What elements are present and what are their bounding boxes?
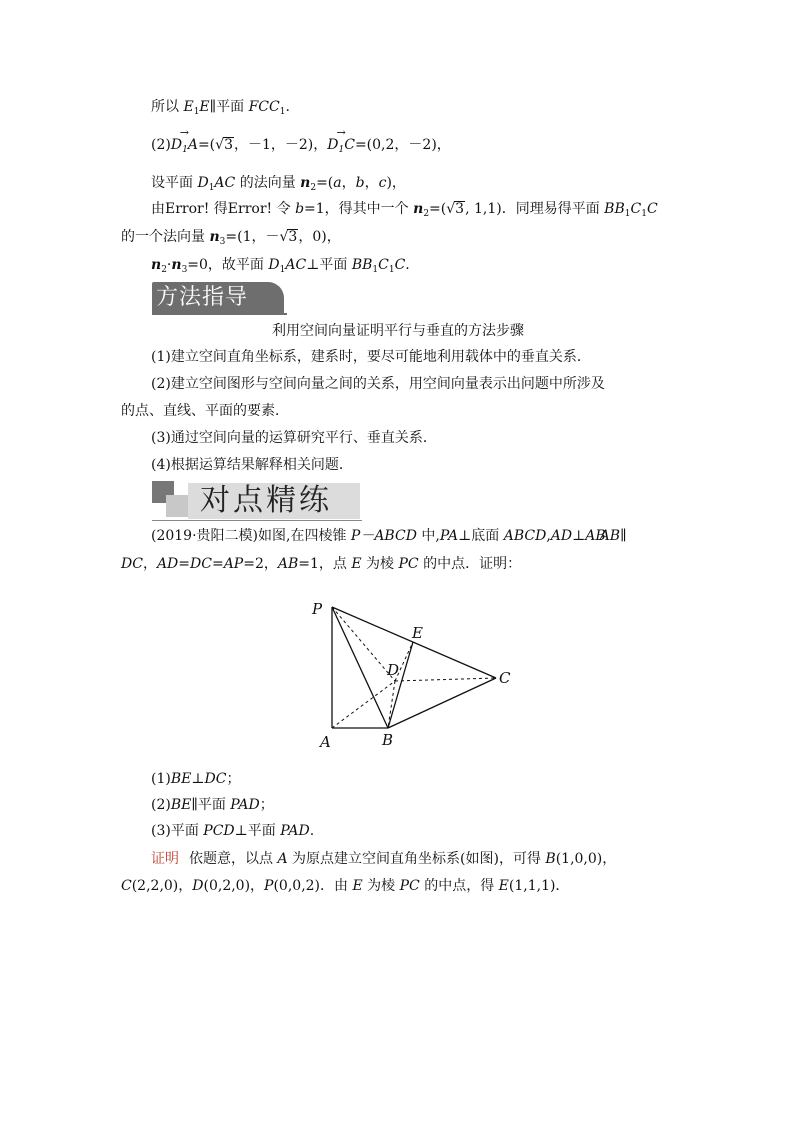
var: PAD	[280, 823, 310, 839]
text: ∥	[620, 528, 627, 544]
practice-header-text: 对点精练	[200, 483, 332, 518]
subscript: 3	[181, 265, 188, 275]
subscript: 1	[624, 209, 631, 219]
text: 为棱	[362, 878, 400, 894]
text: ，	[341, 175, 356, 191]
text-line-2	[151, 136, 451, 154]
label-e: E	[412, 624, 423, 642]
text-line-1	[151, 98, 290, 116]
var: C	[630, 201, 642, 217]
segment-be	[388, 642, 413, 728]
var: P－ABCD	[350, 528, 417, 544]
text-line-5	[121, 228, 341, 246]
text: ⊥	[572, 528, 586, 544]
text: .	[405, 257, 410, 273]
text: ·	[166, 257, 172, 273]
var: P	[264, 878, 274, 894]
var: PCD	[203, 823, 235, 839]
label-b: B	[382, 731, 394, 749]
text: (1,0,0)，	[555, 851, 617, 867]
sqrt-icon: √	[446, 201, 456, 217]
proof-label: 证明	[151, 851, 179, 867]
edge-bc	[388, 678, 496, 728]
sqrt-icon: √	[279, 229, 289, 245]
text: , 1,1)．同理易得平面	[465, 201, 605, 217]
text: 为原点建立空间直角坐标系(如图)，可得	[287, 851, 546, 867]
text: (2019·贵阳二模)如图,在四棱锥	[151, 528, 351, 544]
text: =(	[429, 201, 447, 217]
var: D	[192, 878, 204, 894]
edge-pd	[332, 607, 395, 681]
text: =1，得其中一个	[304, 201, 414, 217]
subscript: 2	[310, 183, 317, 193]
var: C	[121, 878, 132, 894]
var: E	[351, 556, 362, 572]
subscript: 1	[193, 107, 200, 117]
subscript: 1	[279, 265, 286, 275]
proof-line-2	[121, 877, 569, 895]
var: D	[268, 257, 280, 273]
method-header-rule	[152, 313, 287, 315]
var: AB	[585, 528, 606, 544]
var: c	[378, 175, 387, 191]
text: 所以	[151, 99, 184, 115]
method-step-3: (3)通过空间向量的运算研究平行、垂直关系．	[151, 430, 437, 446]
text: ，	[142, 556, 157, 572]
var: D	[327, 137, 339, 153]
text: ⊥平面	[306, 257, 352, 273]
var: PC	[399, 878, 420, 894]
text: (2)	[151, 137, 171, 153]
method-title: 利用空间向量证明平行与垂直的方法步骤	[272, 323, 524, 339]
subscript: 1	[641, 209, 647, 219]
var: b	[355, 175, 365, 191]
text: ∥平面	[191, 797, 231, 813]
var: E	[352, 878, 363, 894]
text: (1)	[151, 771, 171, 787]
var: b	[295, 201, 305, 217]
vector-d1c	[327, 136, 355, 154]
var: DC	[204, 771, 227, 787]
text: (1,1,1)．	[508, 878, 570, 894]
subscript: 1	[279, 107, 286, 117]
text: =(	[316, 175, 334, 191]
part-1	[151, 770, 240, 788]
method-step-2-cont: 的点、直线、平面的要素．	[121, 403, 289, 419]
text: ⊥	[191, 771, 205, 787]
vector-n: n	[151, 257, 162, 273]
practice-header	[152, 481, 362, 521]
text: .	[309, 823, 315, 839]
text: ，－1，－2)，	[233, 137, 328, 153]
text-line-4	[151, 200, 658, 218]
method-step-1: (1)建立空间直角坐标系，建系时，要尽可能地利用载体中的垂直关系．	[151, 349, 591, 365]
var: E	[199, 99, 210, 115]
sqrt-icon: √	[215, 137, 225, 153]
text: ⊥平面	[234, 823, 281, 839]
text: (0,0,2)．由	[273, 878, 353, 894]
text: =2，	[243, 556, 278, 572]
text: 设平面	[151, 175, 198, 191]
var: E	[498, 878, 509, 894]
text: =0，故平面	[187, 257, 269, 273]
header-square-light	[166, 495, 188, 517]
var: a	[333, 175, 342, 191]
label-p: P	[312, 600, 323, 618]
var: C	[646, 201, 658, 217]
text: =	[178, 556, 191, 572]
edge-ad	[332, 681, 395, 728]
var: PAD	[230, 797, 260, 813]
problem-line-1	[151, 527, 627, 545]
edge-dc	[395, 678, 496, 681]
subscript: 1	[388, 265, 395, 275]
var: ABCD	[503, 528, 547, 544]
label-d: D	[387, 661, 400, 679]
text: ；	[226, 771, 241, 787]
text: 的中点，得	[419, 878, 499, 894]
text: (0,2,0)，	[203, 878, 265, 894]
text: .	[285, 99, 290, 115]
var: C	[378, 257, 389, 273]
var: PC	[398, 556, 419, 572]
text-line-3	[151, 174, 406, 192]
label-c: C	[499, 669, 511, 687]
var: E	[183, 99, 194, 115]
proof-line-1	[151, 850, 616, 868]
var: AB	[599, 528, 621, 544]
text: =	[211, 556, 224, 572]
var: B	[545, 851, 556, 867]
text: ∥平面	[209, 99, 249, 115]
text: 的法向量	[235, 175, 301, 191]
text: =(	[197, 137, 216, 153]
pyramid-figure	[300, 590, 530, 760]
subscript: 1	[182, 145, 188, 155]
subscript: 2	[423, 209, 430, 219]
var: AD	[156, 556, 179, 572]
part-3	[151, 822, 314, 840]
var: AB	[277, 556, 299, 572]
var: FCC	[248, 99, 280, 115]
text: 为棱	[361, 556, 399, 572]
var: AD	[550, 528, 573, 544]
text: )，	[386, 175, 406, 191]
vector-n: n	[171, 257, 182, 273]
vector-n: n	[413, 201, 424, 217]
var: DC	[190, 556, 212, 572]
text: =1，点	[298, 556, 352, 572]
edge-db	[388, 681, 395, 728]
text: (3)平面	[151, 823, 204, 839]
var: BE	[170, 797, 192, 813]
text: ,	[546, 528, 551, 544]
subscript: 2	[161, 265, 167, 275]
var: AC	[285, 257, 307, 273]
text: 的一个法向量	[121, 229, 210, 245]
edge-pc	[332, 607, 496, 678]
var: DC	[121, 556, 143, 572]
text: 中,	[416, 528, 440, 544]
text-line-6	[151, 256, 410, 274]
subscript: 1	[208, 183, 215, 193]
text: =(0,2，－2)，	[354, 137, 451, 153]
text: (2,2,0)，	[131, 878, 193, 894]
text: 的中点．证明：	[418, 556, 522, 572]
vector-d1a	[171, 136, 198, 154]
text: ，0)，	[298, 229, 341, 245]
label-a: A	[320, 733, 331, 751]
var: A	[277, 851, 288, 867]
var: AC	[214, 175, 236, 191]
var: BB	[351, 257, 373, 273]
method-step-4: (4)根据运算结果解释相关问题．	[151, 457, 353, 473]
part-2	[151, 796, 274, 814]
text: ；	[259, 797, 274, 813]
practice-header-rule	[152, 520, 362, 521]
pyramid-diagram	[300, 590, 530, 760]
subscript: 1	[372, 265, 379, 275]
method-guide-header: 方法指导	[152, 282, 284, 314]
text: (2)	[151, 797, 171, 813]
var: A	[187, 137, 198, 153]
vector-n: n	[209, 229, 220, 245]
var: PA	[439, 528, 459, 544]
text: ，	[364, 175, 379, 191]
subscript: 1	[338, 145, 345, 155]
text: =(1，－	[225, 229, 280, 245]
var: D	[170, 137, 183, 153]
edge-pb	[332, 607, 388, 728]
var: D	[197, 175, 209, 191]
var: AP	[223, 556, 244, 572]
method-step-2: (2)建立空间图形与空间向量之间的关系，用空间向量表示出问题中所涉及	[151, 376, 605, 392]
var: C	[394, 257, 406, 273]
text: 由Error! 得Error! 令	[151, 201, 296, 217]
radicand: 3	[288, 229, 298, 245]
var: C	[344, 137, 355, 153]
subscript: 3	[219, 237, 226, 247]
var: BE	[170, 771, 192, 787]
radicand: 3	[224, 137, 233, 153]
text: ⊥底面	[458, 528, 504, 544]
var: BB	[604, 201, 625, 217]
radicand: 3	[455, 201, 465, 217]
vector-n: n	[300, 175, 311, 191]
text: 依题意，以点	[189, 851, 278, 867]
problem-line-2	[121, 555, 521, 573]
